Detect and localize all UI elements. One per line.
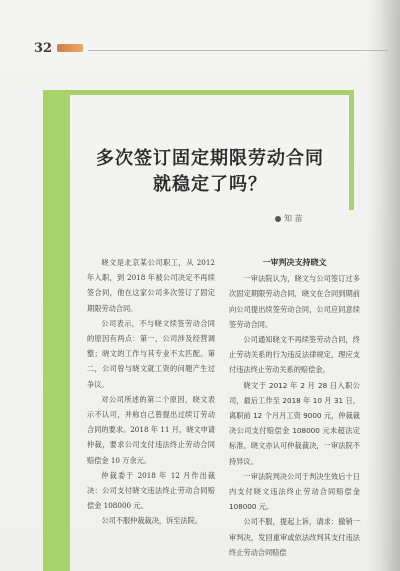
- left-paragraph: 仲裁委于 2018 年 12 月作出裁决：公司支付晓文违法终止劳动合同赔偿金 108000 元。: [87, 470, 215, 511]
- article-title-line1: 多次签订固定期限劳动合同: [96, 148, 324, 169]
- right-paragraph: 公司不服，提起上诉，请求：撤销一审判决，发回重审或依法改判其支付违法终止劳动合同赔偿: [229, 517, 360, 557]
- left-text-column: [87, 255, 215, 529]
- left-paragraph: 公司不服仲裁裁决，诉至法院。: [101, 516, 203, 526]
- right-paragraph: 一审法院认为，晓文与公司签订过多次固定期限劳动合同，晓文在合同到期前向公司提出续签劳动合同，公司应同意续签劳动合同。: [229, 274, 360, 329]
- author-name: 知 苗: [284, 214, 303, 223]
- left-paragraph: 对公司所述的第二个原因，晓文表示不认可，并称自己曾提出过续订劳动合同的要求。2018 年 11 月，晓文申请仲裁，要求公司支付违法终止劳动合同赔偿金 10 万余元。: [87, 394, 215, 465]
- header-divider: [88, 50, 388, 51]
- right-paragraph: 晓文于 2012 年 2 月 28 日入职公司，最后工作至 2018 年 10 月 31 日，离职前 12 个月月工资 9000 元，仲裁裁决公司支付赔偿金 108000 元未超法定标准，晓文亦认可仲裁裁决，一审法院不持异议。: [229, 380, 360, 466]
- author-byline: [275, 213, 303, 224]
- section-heading: 一审判决支持晓文: [262, 258, 327, 267]
- article-title-line2: 就稳定了吗？: [153, 174, 267, 195]
- right-paragraph: 公司通知晓文不再续签劳动合同，终止劳动关系的行为违反法律规定，理应支付违法终止劳动关系的赔偿金。: [229, 335, 360, 375]
- right-paragraph: 一审法院判决公司于判决生效后十日内支付晓文违法终止劳动合同赔偿金 108000 元。: [229, 471, 360, 512]
- left-paragraph: 晓文是北京某公司职工，从 2012 年入职，到 2018 年被公司决定不再续签合同，他在这家公司多次签订了固定期限劳动合同。: [87, 258, 215, 313]
- right-text-column: [229, 255, 360, 560]
- page-fold-shadow: [366, 0, 400, 571]
- decorative-green-top-bar: [43, 90, 353, 95]
- article-title: [60, 146, 360, 198]
- author-bullet-icon: [275, 216, 281, 222]
- left-paragraph: 公司表示，不与晓文续签劳动合同的原因有两点：第一，公司涉及经营调整；晓文的工作与其专业不太匹配。第二，公司曾与晓文就工资的问题产生过争议。: [87, 318, 215, 389]
- masthead-logo: [57, 44, 83, 52]
- page-number: 32: [34, 41, 53, 56]
